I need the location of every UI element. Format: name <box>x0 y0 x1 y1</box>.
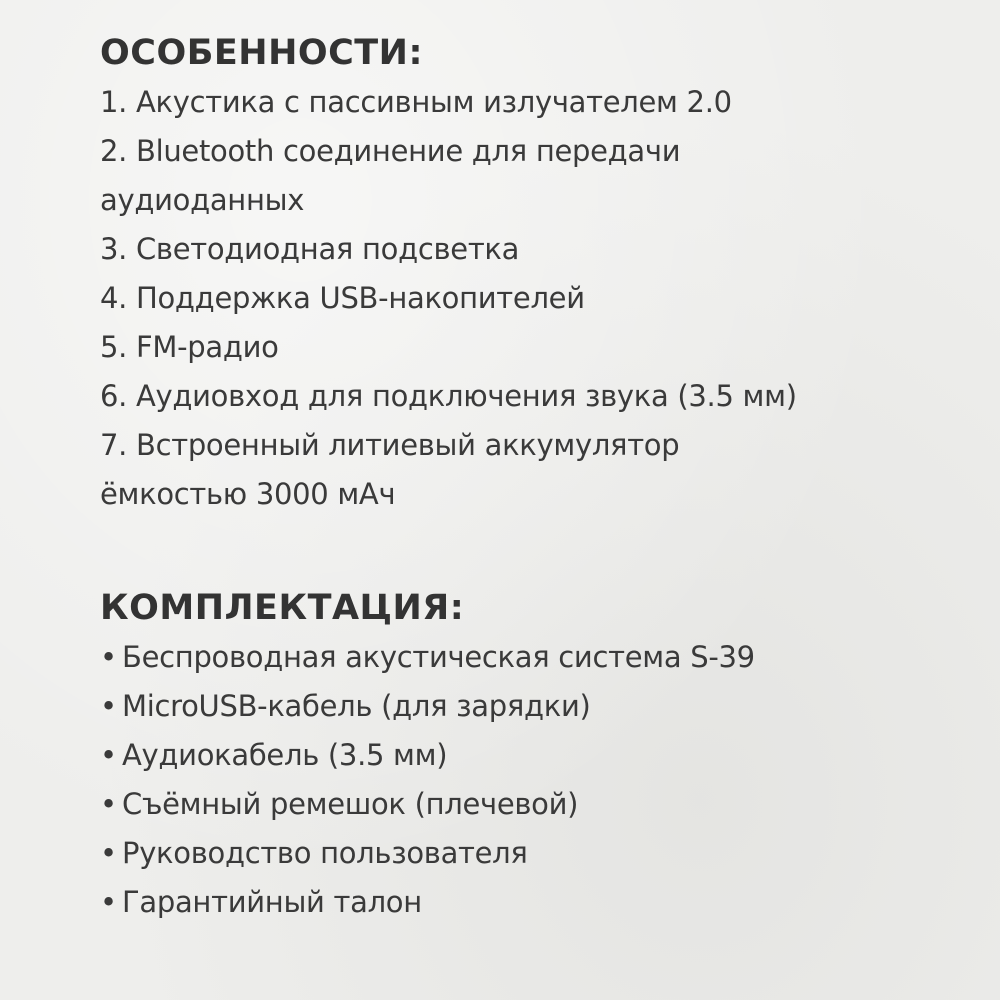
features-line: 1. Акустика с пассивным излучателем 2.0 <box>100 85 732 119</box>
bullet-mark: • <box>100 689 117 723</box>
features-line: ёмкостью 3000 мАч <box>100 477 396 511</box>
features-line: 4. Поддержка USB-накопителей <box>100 281 585 315</box>
features-line: 3. Светодиодная подсветка <box>100 232 520 266</box>
package-item-label: Аудиокабель (3.5 мм) <box>122 738 448 772</box>
features-heading: ОСОБЕННОСТИ: <box>100 33 423 73</box>
package-item <box>100 731 980 780</box>
bullet-mark: • <box>100 738 117 772</box>
bullet-mark: • <box>100 787 117 821</box>
package-item-label: Беспроводная акустическая система S-39 <box>122 640 755 674</box>
package-heading: КОМПЛЕКТАЦИЯ: <box>100 588 465 628</box>
package-item-label: Гарантийный талон <box>122 885 422 919</box>
bullet-mark: • <box>100 885 117 919</box>
package-item <box>100 780 980 829</box>
package-item-label: MicroUSB-кабель (для зарядки) <box>122 689 591 723</box>
features-line: аудиоданных <box>100 183 305 217</box>
features-line: 6. Аудиовход для подключения звука (3.5 мм) <box>100 379 797 413</box>
package-item-label: Руководство пользователя <box>122 836 528 870</box>
spec-text <box>100 28 980 927</box>
bullet-mark: • <box>100 836 117 870</box>
features-line: 2. Bluetooth соединение для передачи <box>100 134 681 168</box>
package-item <box>100 878 980 927</box>
features-line: 7. Встроенный литиевый аккумулятор <box>100 428 680 462</box>
package-item-label: Съёмный ремешок (плечевой) <box>122 787 579 821</box>
section-gap <box>100 519 980 583</box>
package-item <box>100 633 980 682</box>
package-item <box>100 682 980 731</box>
bullet-mark: • <box>100 640 117 674</box>
package-item <box>100 829 980 878</box>
features-line: 5. FM-радио <box>100 330 279 364</box>
